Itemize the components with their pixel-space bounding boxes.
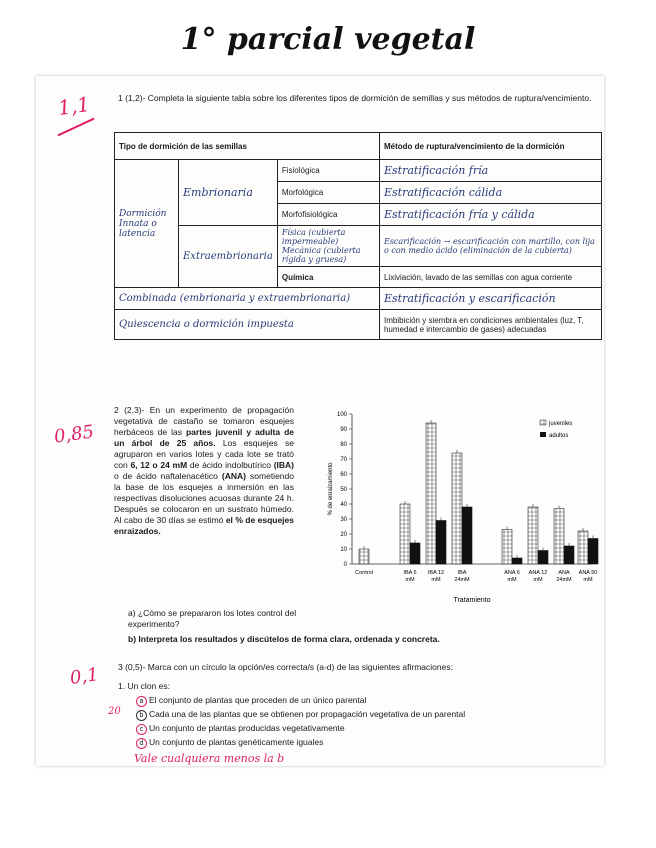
quimica-cell: Química	[277, 267, 379, 288]
x-tick-label: mM	[583, 577, 593, 583]
grade-underline	[57, 118, 94, 137]
bar-juveniles	[502, 530, 512, 565]
y-tick-label: 30	[340, 517, 347, 523]
x-tick-label: ANA	[558, 570, 570, 576]
y-tick-label: 90	[340, 427, 347, 433]
method-fisiologica: Estratificación fría	[379, 160, 601, 182]
x-tick-label: ANA 6	[504, 570, 520, 576]
x-tick-label: IBA 6	[403, 570, 417, 576]
method-morfologica: Estratificación cálida	[379, 182, 601, 204]
y-tick-label: 80	[340, 442, 347, 448]
y-tick-label: 50	[340, 487, 347, 493]
bar-juveniles	[452, 453, 462, 564]
page-title: 1° parcial vegetal	[180, 22, 476, 57]
y-tick-label: 20	[340, 532, 347, 538]
y-tick-label: 100	[336, 412, 347, 418]
extraembrionaria-cell: Extraembrionaria	[179, 226, 278, 288]
q2-sub-b: b) Interpreta los resultados y discútelos de forma clara, ordenada y concreta.	[128, 634, 440, 644]
morfofisiologica-cell: Morfofisiológica	[277, 204, 379, 226]
bar-juveniles	[528, 507, 538, 564]
x-tick-label: mM	[405, 577, 415, 583]
method-fisica-mecanica: Escarificación → escarificación con martillo, con lija o con medio ácido (eliminación de la cubierta)	[379, 226, 601, 267]
x-tick-label: IBA	[457, 570, 467, 576]
legend-swatch-adultos	[540, 432, 546, 437]
quiescencia-cell: Quiescencia o dormición impuesta	[115, 310, 380, 340]
legend-label-adultos: adultos	[549, 433, 569, 439]
y-axis-label: % de enraizamiento	[328, 462, 334, 516]
fisica-cell: Física (cubierta impermeable) Mecánica (cubierta rígida y gruesa)	[277, 226, 379, 267]
grade-q1: 1,1	[56, 91, 92, 121]
rooting-chart	[298, 406, 603, 606]
grade-q2: 0,85	[52, 421, 96, 448]
y-tick-label: 70	[340, 457, 347, 463]
x-axis-label: Tratamiento	[453, 597, 491, 604]
q2-sub-a: a) ¿Cómo se prepararon los lotes control del experimento?	[128, 608, 297, 629]
bar-juveniles	[400, 504, 410, 564]
q3-option-d[interactable]: d Un conjunto de plantas genéticamente iguales	[136, 736, 323, 749]
x-tick-label: IBA 12	[427, 570, 445, 576]
x-tick-label: 24mM	[556, 577, 572, 583]
q3-item: 1. Un clon es:	[118, 681, 170, 691]
bar-juveniles	[359, 549, 369, 564]
q3-mark: 20	[108, 706, 121, 717]
circle-d-icon: d	[136, 738, 147, 749]
method-morfofisiologica: Estratificación fría y cálida	[379, 204, 601, 226]
q3-option-c[interactable]: c Un conjunto de plantas producidas vegetativamente	[136, 722, 345, 735]
method-combinada: Estratificación y escarificación	[379, 288, 601, 310]
dormancy-table	[114, 132, 602, 340]
bar-adultos	[512, 558, 522, 564]
x-tick-label: ANA 50	[578, 570, 598, 576]
circle-a-icon: a	[136, 696, 147, 707]
q3-teacher-note: Vale cualquiera menos la b	[134, 752, 285, 765]
legend-swatch-juveniles	[540, 420, 546, 425]
method-quiescencia: Imbibición y siembra en condiciones ambientales (luz, T, humedad e intercambio de gases) adecuadas	[379, 310, 601, 340]
y-tick-label: 0	[343, 562, 347, 568]
bar-juveniles	[426, 423, 436, 564]
x-tick-label: 24mM	[454, 577, 470, 583]
x-tick-label: Control	[355, 570, 373, 576]
combinada-cell: Combinada (embrionaria y extraembrionaria)	[115, 288, 380, 310]
bar-adultos	[588, 539, 598, 565]
bar-juveniles	[554, 509, 564, 565]
bar-adultos	[410, 543, 420, 564]
bar-adultos	[538, 551, 548, 565]
morfologica-cell: Morfológica	[277, 182, 379, 204]
bar-adultos	[564, 546, 574, 564]
q3-option-a[interactable]: a El conjunto de plantas que proceden de un único parental	[136, 694, 366, 707]
embrionaria-cell: Embrionaria	[179, 160, 278, 226]
y-tick-label: 10	[340, 547, 347, 553]
x-tick-label: mM	[507, 577, 517, 583]
x-tick-label: ANA 12	[528, 570, 548, 576]
bar-juveniles	[578, 531, 588, 564]
innate-label: Dormición Innata o latencia	[115, 160, 179, 288]
q2-prompt: 2 (2,3)- En un experimento de propagación vegetativa de castaño se tomaron esquejes herbáceos de las partes juvenil y adulta de un árbol de 25 años. Los esquejes se agruparon en varios lotes y cada lote se trató con 6, 12 o 24 mM de ácido indolbutírico (IBA) o de ácido naftalenacético (ANA) sometiendo la base de los esquejes a inmersión en las respectivas disoluciones acuosas durante 24 h. Después se colocaron en un sustrato húmedo. Al cabo de 30 días se estimó el % de esquejes enraizados.	[114, 405, 295, 536]
header-method: Método de ruptura/vencimiento de la dormición	[379, 133, 601, 160]
fisiologica-cell: Fisiológica	[277, 160, 379, 182]
method-quimica: Lixiviación, lavado de las semillas con agua corriente	[379, 267, 601, 288]
bar-adultos	[462, 507, 472, 564]
exam-sheet	[36, 76, 604, 766]
bar-adultos	[436, 521, 446, 565]
q3-prompt: 3 (0,5)- Marca con un círculo la opción/es correcta/s (a-d) de las siguientes afirmaciones:	[118, 662, 453, 672]
x-tick-label: mM	[533, 577, 543, 583]
y-tick-label: 40	[340, 502, 347, 508]
legend-label-juveniles: juveniles	[549, 421, 573, 427]
header-type: Tipo de dormición de las semillas	[115, 133, 380, 160]
y-tick-label: 60	[340, 472, 347, 478]
q1-prompt: 1 (1,2)- Completa la siguiente tabla sobre los diferentes tipos de dormición de semillas y sus métodos de ruptura/vencimiento.	[118, 93, 592, 103]
circle-c-icon: c	[136, 724, 147, 735]
grade-q3: 0,1	[68, 664, 100, 689]
circle-b-icon: b	[136, 710, 147, 721]
x-tick-label: mM	[431, 577, 441, 583]
q3-option-b[interactable]: b Cada una de las plantas que se obtienen por propagación vegetativa de un parental	[136, 708, 465, 721]
